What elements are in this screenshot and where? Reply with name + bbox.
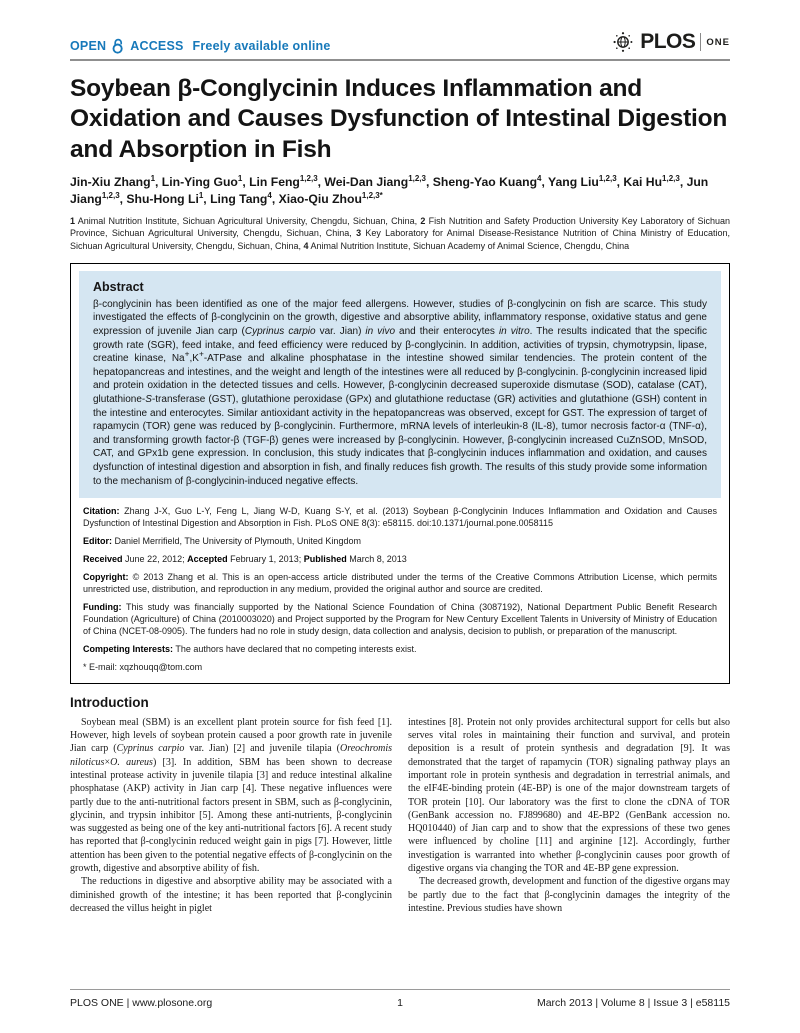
top-bar bbox=[70, 24, 730, 54]
funding-line bbox=[83, 602, 717, 638]
header-rule bbox=[70, 59, 730, 61]
published-label: Published bbox=[303, 554, 347, 565]
paragraph: Soybean meal (SBM) is an excellent plant protein source for fish feed [1]. However, high levels of soybean protein caused a poor growth rate in juvenile Jian carp (Cyprinus carpio var. Jian) [2] and juvenile tilapia (Oreochromis niloticus×O. aureus) [3]. In addition, SBM has been shown to decrease intestinal protease activity in juvenile tilapia [3] and reduce intestinal alkaline phosphatase (AKP) activity in Jian carp [4]. These negative influences were partly due to the anti-nutritional factors present in SBM, such as β-conglycinin, glycinin, and trypsin inhibitor [5]. Among these anti-nutrients, β-conglycinin was suggested as being one of the key anti-nutritional factors [6]. A recent study has reported that β-conglycinin reduced weight gain in pigs [7]. However, little attention has been given to the potential negative effects of β-conglycinin on the growth, digestive and absorptive ability of fish. bbox=[70, 716, 393, 875]
published-date: March 8, 2013 bbox=[349, 554, 407, 565]
accepted-date: February 1, 2013; bbox=[230, 554, 302, 565]
left-column bbox=[70, 716, 392, 915]
author-list: Jin-Xiu Zhang$^1$, Lin-Ying Guo$^1$, Lin Feng$^{1,2,3}$, Wei-Dan Jiang$^{1,2,3}$, Sheng-Yao Kuang$^4$, Yang Liu$^{1,2,3}$, Kai Hu$^{1,2,3}$, Jun Jiang$^{1,2,3}$, Shu-Hong Li$^1$, Ling Tang$^4$, Xiao-Qiu Zhou$^{1,2,3*}$ bbox=[70, 174, 709, 207]
paragraph: intestines [8]. Protein not only provides architectural support for cells but also serves vital roles in maintaining their function and survival, and protein deposition is a result of protein synthesis and degradation [9]. It was demonstrated that the target of rapamycin (TOR) signaling pathway plays an important role in protein synthesis and degradation in terrestrial animals, and the eIF4E-binding protein (4E-BP) is one of the major downstream targets of TOR protein [10]. Our laboratory was the first to clone the cDNA of TOR (GenBank accession no. FJ899680) and 4E-BP2 (GenBank accession no. HQ010440) of Jian carp and to show that the expressions of these two genes were influenced by choline [11] and arginine [12]. Accordingly, further investigation is warranted into whether β-conglycinin causes poor growth of digestive organs via changing the TOR and 4E-BP gene expression. bbox=[408, 716, 730, 875]
copyright-label: Copyright: bbox=[83, 572, 129, 583]
editor-text: Daniel Merrifield, The University of Plymouth, United Kingdom bbox=[114, 536, 361, 547]
abstract-meta-box bbox=[70, 263, 730, 684]
footer-rule bbox=[70, 989, 730, 990]
open-access-banner bbox=[70, 38, 331, 54]
citation-label: Citation: bbox=[83, 506, 120, 517]
abstract-body: β-conglycinin has been identified as one of the major feed allergens. However, studies of β-conglycinin on fish are scarce. This study investigated the effects of β-conglycinin on the growth, digestive and absorptive ability, inflammatory response, oxidative status and gene expression of juvenile Jian carp (Cyprinus carpio var. Jian) in vivo and their enterocytes in vitro. The results indicated that the specific growth rate (SGR), feed intake, and feed efficiency were reduced by β-conglycinin. In addition, activities of trypsin, chymotrypsin, lipase, creatine kinase, Na+,K+-ATPase and alkaline phosphatase in the intestine showed similar tendencies. The protein content of the hepatopancreas and intestines, and the weight and length of the intestines were all reduced by β-conglycinin. β-conglycinin increased lipid and protein oxidation in the detected tissues and cells. However, β-conglycinin decreased superoxide dismutase (SOD), catalase (CAT), glutathione-S-transferase (GST), glutathione peroxidase (GPx) and glutathione reductase (GR) activities and glutathione (GSH) content in the intestine and enterocytes. Similar antioxidant activity in the hepatopancreas was observed, except for GST. The expression of target of rapamycin (TOR) gene was reduced by β-conglycinin. Furthermore, mRNA levels of interleukin-8 (IL-8), tumor necrosis factor-α (TNF-α), and transforming growth factor-β (TGF-β) genes were increased by β-conglycinin. However, β-conglycinin increased CuZnSOD, MnSOD, CAT, and GPx1b gene expression. In conclusion, this study indicates that β-conglycinin induces inflammation and oxidation, and causes dysfunction of intestinal digestion and absorption in fish, and finally reduces fish growth. The results of this study provide some information to the mechanism of β-conglycinin-induced negative effects. bbox=[93, 298, 707, 487]
received-label: Received bbox=[83, 554, 123, 565]
open-lock-icon bbox=[111, 38, 125, 54]
abstract-panel bbox=[79, 271, 721, 498]
open-access-access-label: ACCESS bbox=[130, 39, 184, 53]
page-number: 1 bbox=[397, 997, 403, 1009]
plos-one-label: ONE bbox=[706, 36, 730, 48]
copyright-line bbox=[83, 572, 717, 596]
introduction-section bbox=[70, 695, 730, 915]
competing-interests-label: Competing Interests: bbox=[83, 643, 174, 654]
email-line bbox=[83, 662, 717, 674]
funding-text: This study was financially supported by the National Science Foundation of China (3087192), National Department Public Benefit Research Foundation (Agriculture) of China (2010003020) and Project supported by the Program for New Century Excellent Talents in University of Ministry of Education of China (NCET-08-0905). The funders had no role in study design, data collection and analysis, decision to publish, or preparation of the manuscript. bbox=[83, 601, 717, 636]
copyright-text: © 2013 Zhang et al. This is an open-access article distributed under the terms of the Creative Commons Attribution License, which permits unrestricted use, distribution, and reproduction in any medium, provided the original author and source are credited. bbox=[83, 572, 717, 594]
corresponding-email[interactable]: * E-mail: xqzhouqq@tom.com bbox=[83, 661, 203, 672]
article-title: Soybean β-Conglycinin Induces Inflammation and Oxidation and Causes Dysfunction of Intestinal Digestion and Absorption in Fish bbox=[70, 75, 728, 163]
funding-label: Funding: bbox=[83, 601, 122, 612]
editor-label: Editor: bbox=[83, 536, 112, 547]
right-column bbox=[408, 716, 730, 915]
paragraph: The reductions in digestive and absorptive ability may be associated with a diminished growth of the intestine; it has been reported that β-conglycinin decreased the villus height in piglet bbox=[70, 876, 392, 914]
open-access-open-label: OPEN bbox=[70, 39, 107, 53]
dates-line bbox=[83, 554, 717, 566]
citation-line bbox=[83, 506, 717, 530]
citation-text: Zhang J-X, Guo L-Y, Feng L, Jiang W-D, Kuang S-Y, et al. (2013) Soybean β-Conglycinin Induces Inflammation and Oxidation and Causes Dysfunction of Intestinal Digestion and Absorption in Fish. PLoS ONE 8(3): e58115. doi:10.1371/journal.pone.0058115 bbox=[83, 506, 717, 529]
introduction-heading: Introduction bbox=[70, 694, 149, 710]
affiliations: 1 Animal Nutrition Institute, Sichuan Agricultural University, Chengdu, Sichuan, China, 2 Fish Nutrition and Safety Production University Key Laboratory of Sichuan Province, Sichuan Agricultural University, Chengdu, Sichuan, China, 3 Key Laboratory for Animal Disease-Resistance Nutrition of China Ministry of Education, Sichuan Agricultural University, Chengdu, Sichuan, China, 4 Animal Nutrition Institute, Sichuan Academy of Animal Science, Chengdu, China bbox=[70, 215, 730, 252]
issue-info: March 2013 | Volume 8 | Issue 3 | e58115 bbox=[536, 997, 730, 1009]
competing-interests-text: The authors have declared that no competing interests exist. bbox=[175, 643, 417, 654]
plos-wordmark: PLOS bbox=[640, 30, 696, 53]
journal-url: PLOS ONE | www.plosone.org bbox=[70, 997, 213, 1009]
received-date: June 22, 2012; bbox=[125, 554, 185, 565]
page-footer bbox=[70, 989, 730, 1009]
two-column-body bbox=[70, 716, 730, 915]
abstract-heading: Abstract bbox=[93, 279, 144, 294]
plos-logo bbox=[611, 30, 730, 54]
paragraph: The decreased growth, development and function of the digestive organs may be partly due to the fact that β-conglycinin damages the integrity of the intestine. Previous studies have shown bbox=[408, 876, 730, 914]
editor-line bbox=[83, 536, 717, 548]
plos-globe-icon bbox=[611, 30, 635, 54]
logo-divider bbox=[700, 33, 701, 51]
accepted-label: Accepted bbox=[187, 554, 228, 565]
open-access-tagline: Freely available online bbox=[192, 39, 331, 53]
competing-interests-line bbox=[83, 644, 717, 656]
